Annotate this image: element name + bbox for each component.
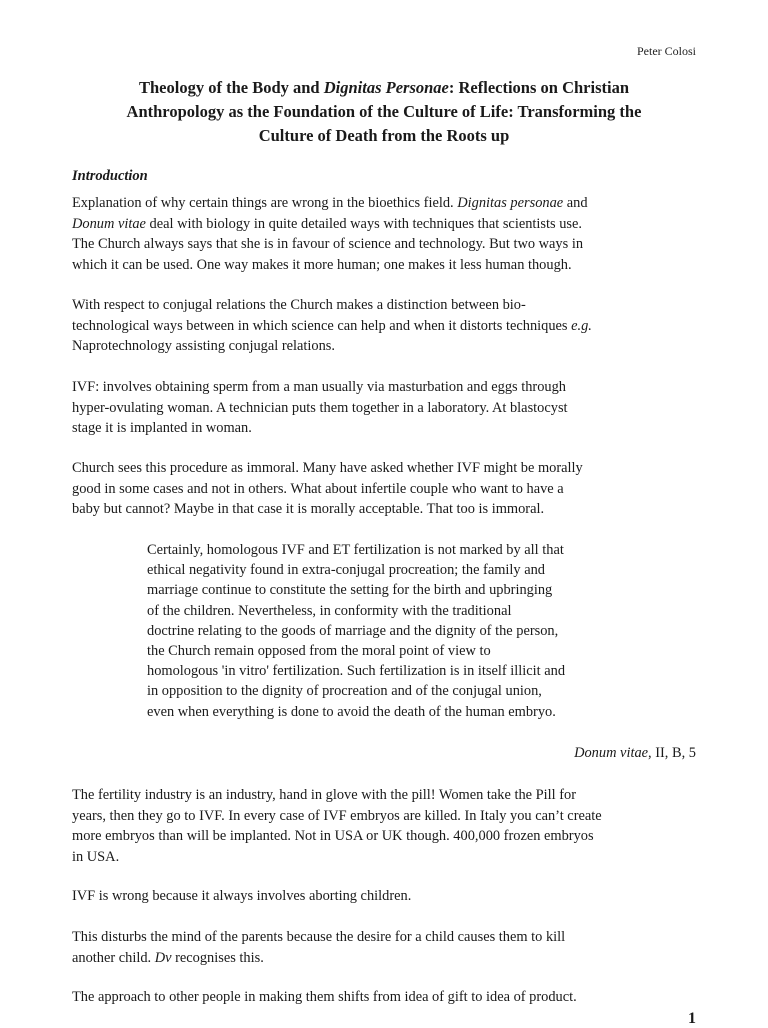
quote-line: of the children. Nevertheless, in conformity with the traditional — [147, 602, 512, 619]
paragraph-line: IVF is wrong because it always involves aborting children. — [72, 888, 412, 904]
title-line-2: Anthropology as the Foundation of the Culture of Life: Transforming the — [126, 102, 642, 121]
title-line-1: Theology of the Body and Dignitas Personae: Reflections on Christian — [138, 78, 629, 97]
paragraph-7 — [72, 927, 702, 968]
paragraph-line: The approach to other people in making them shifts from idea of gift to idea of product. — [72, 989, 577, 1005]
title-line-3: Culture of Death from the Roots up — [258, 126, 510, 145]
quote-line: in opposition to the dignity of procreation and of the conjugal union, — [147, 683, 542, 700]
quote-line: the Church remain opposed from the moral point of view to — [147, 643, 491, 660]
page-number: 1 — [688, 1010, 696, 1027]
paragraph-line: IVF: involves obtaining sperm from a man usually via masturbation and eggs through — [72, 379, 566, 395]
author-name: Peter Colosi — [637, 44, 696, 58]
quote-line: even when everything is done to avoid the death of the human embryo. — [147, 703, 556, 720]
paragraph-line: which it can be used. One way makes it more human; one makes it less human though. — [72, 256, 572, 273]
paragraph-5 — [72, 785, 702, 867]
quote-line: homologous 'in vitro' fertilization. Such fertilization is in itself illicit and — [147, 663, 566, 680]
paragraph-line: in USA. — [72, 848, 120, 865]
quote-citation: Donum vitae, II, B, 5 — [574, 745, 696, 761]
paragraph-3 — [72, 377, 702, 439]
paragraph-line: stage it is implanted in woman. — [72, 420, 252, 436]
paragraph-8 — [72, 987, 702, 1008]
paragraph-4 — [72, 458, 702, 520]
paragraph-1 — [72, 193, 702, 275]
quote-line: marriage continue to constitute the setting for the birth and upbringing — [147, 582, 553, 599]
paragraph-line: more embryos than will be implanted. Not in USA or UK though. 400,000 frozen embryos — [72, 828, 594, 844]
paragraph-line: Donum vitae deal with biology in quite detailed ways with techniques that scientists use. — [72, 215, 582, 232]
paragraph-line: technological ways between in which science can help and when it distorts techniques e.g. — [72, 317, 592, 334]
paragraph-line: hyper-ovulating woman. A technician puts them together in a laboratory. At blastocyst — [72, 399, 568, 416]
paragraph-line: The Church always says that she is in favour of science and technology. But two ways in — [72, 236, 584, 252]
paragraph-line: another child. Dv recognises this. — [72, 949, 264, 966]
paragraph-line: With respect to conjugal relations the Church makes a distinction between bio- — [72, 297, 526, 313]
paragraph-line: Church sees this procedure as immoral. Many have asked whether IVF might be morally — [72, 460, 583, 476]
section-heading: Introduction — [72, 168, 148, 184]
paragraph-line: Naprotechnology assisting conjugal relations. — [72, 338, 335, 354]
paragraph-6 — [72, 886, 702, 907]
paragraph-line: years, then they go to IVF. In every case of IVF embryos are killed. In Italy you can’t create — [72, 807, 602, 824]
paragraph-line: Explanation of why certain things are wrong in the bioethics field. Dignitas personae and — [72, 195, 588, 211]
paragraph-2 — [72, 295, 702, 357]
quote-line: doctrine relating to the goods of marriage and the dignity of the person, — [147, 622, 559, 639]
paragraph-line: The fertility industry is an industry, hand in glove with the pill! Women take the Pill for — [72, 787, 577, 803]
block-quote — [147, 540, 647, 722]
paragraph-line: baby but cannot? Maybe in that case it is morally acceptable. That too is immoral. — [72, 501, 545, 517]
paragraph-line: This disturbs the mind of the parents because the desire for a child causes them to kill — [72, 929, 566, 945]
quote-line: Certainly, homologous IVF and ET fertilization is not marked by all that — [147, 542, 564, 558]
document-title — [72, 76, 696, 148]
quote-line: ethical negativity found in extra-conjugal procreation; the family and — [147, 562, 545, 579]
paragraph-line: good in some cases and not in others. What about infertile couple who want to have a — [72, 480, 564, 497]
